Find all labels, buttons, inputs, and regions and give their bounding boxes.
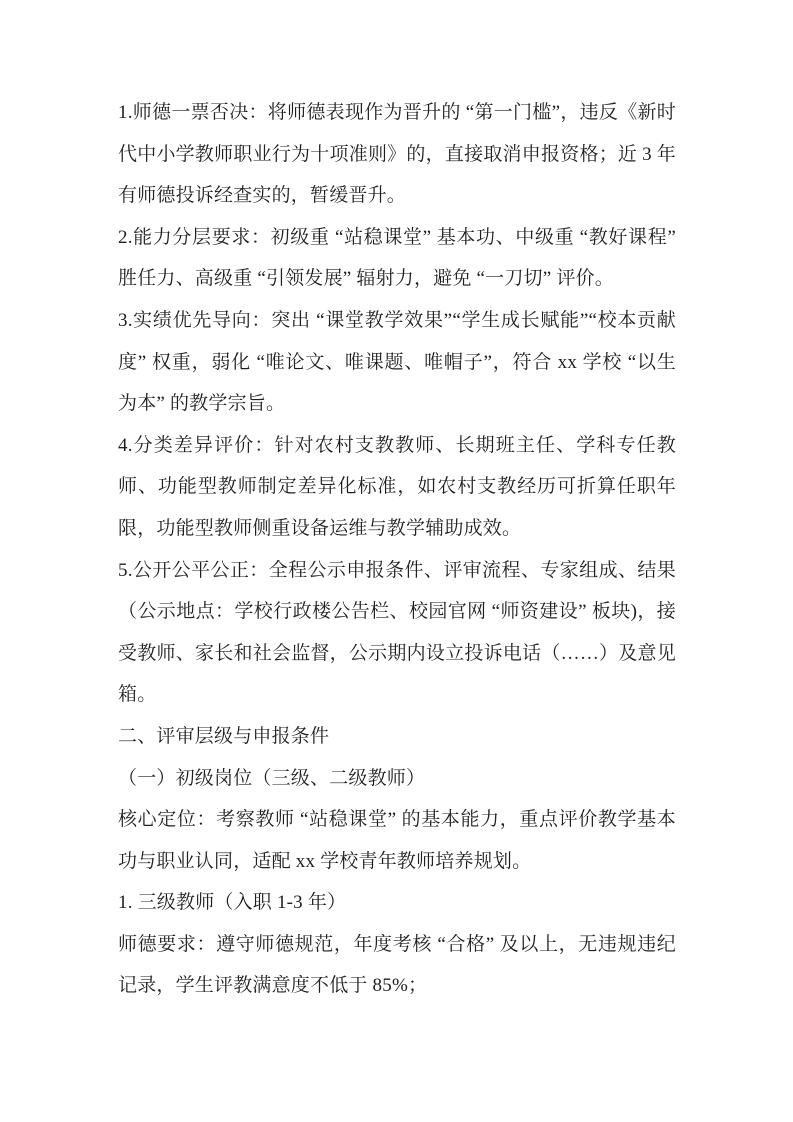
paragraph-performance-priority: 3.实绩优先导向：突出 “课堂教学效果”“学生成长赋能”“校本贡献度” 权重，弱化 “唯论文、唯课题、唯帽子”，符合 xx 学校 “以生为本” 的教学宗旨。 [118,309,676,415]
section-heading-review-levels: 二、评审层级与申报条件 [118,725,330,747]
paragraph-ethics-veto: 1.师德一票否决：将师德表现作为晋升的 “第一门槛”，违反《新时代中小学教师职业行为十项准则》的，直接取消申报资格；近 3 年有师德投诉经查实的，暂缓晋升。 [118,102,676,207]
document-body [118,92,676,1007]
item-heading-grade3-teacher: 1. 三级教师（入职 1-3 年） [118,892,347,914]
paragraph-ability-tiers: 2.能力分层要求：初级重 “站稳课堂” 基本功、中级重 “教好课程” 胜任力、高级重 “引领发展” 辐射力，避免 “一刀切” 评价。 [118,226,676,290]
paragraph-core-positioning: 核心定位：考察教师 “站稳课堂” 的基本能力，重点评价教学基本功与职业认同，适配 xx 学校青年教师培养规划。 [118,809,676,872]
paragraph-category-differentiation: 4.分类差异评价：针对农村支教教师、长期班主任、学科专任教师、功能型教师制定差异化标准，如农村支教经历可折算任职年限，功能型教师侧重设备运维与教学辅助成效。 [118,434,676,539]
paragraph-openness-fairness: 5.公开公平公正：全程公示申报条件、评审流程、专家组成、结果（公示地点：学校行政楼公告栏、校园官网 “师资建设” 板块)，接受教师、家长和社会监督，公示期内设立投诉电话（……）及意见箱。 [118,559,676,706]
subsection-heading-junior-posts: （一）初级岗位（三级、二级教师） [118,767,426,789]
paragraph-ethics-requirement: 师德要求：遵守师德规范，年度考核 “合格” 及以上，无违规违纪记录，学生评教满意度不低于 85%； [118,933,676,997]
